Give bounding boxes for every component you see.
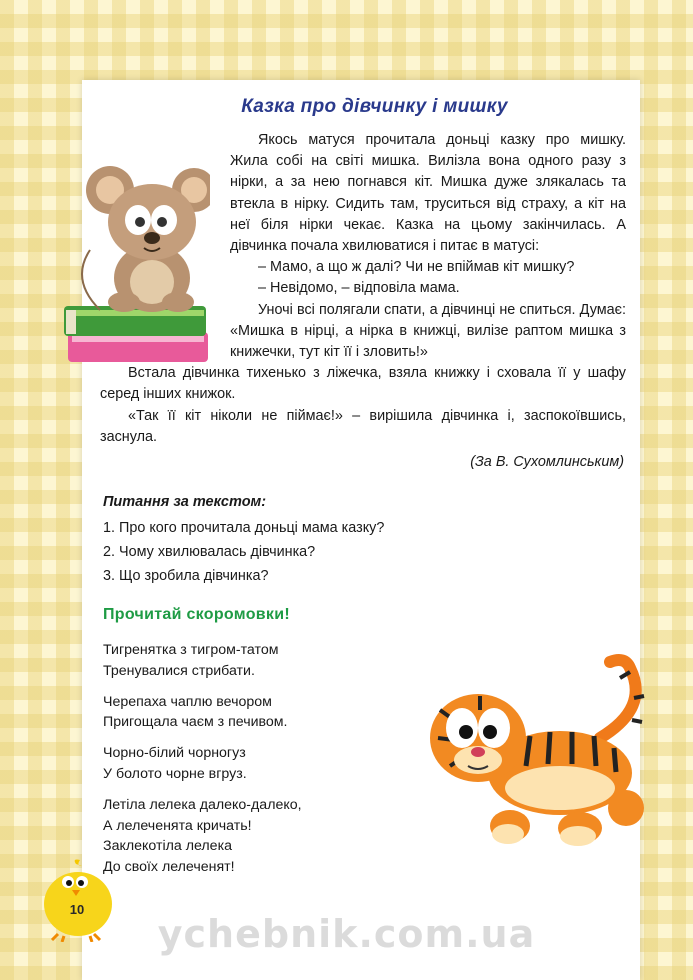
questions-list [103, 516, 384, 588]
verse-line: Пригощала чаєм з печивом. [103, 714, 288, 731]
tongue-twisters-heading: Прочитай скоромовки! [103, 606, 290, 623]
story-source: (За В. Сухомлинським) [470, 454, 624, 471]
verse-line: У болото чорне вгруз. [103, 765, 247, 782]
verse-line: Тренувалися стрибати. [103, 662, 255, 679]
story-paragraph: «Так її кіт ніколи не піймає!» – вирішила дівчинка і, заспокоївшись, заснула. [100, 407, 626, 445]
story-title: Казка про дівчинку і мишку [241, 96, 508, 117]
tongue-twisters [103, 640, 302, 888]
verse [103, 743, 302, 784]
page-number: 10 [69, 902, 85, 917]
verse-line: Черепаха чаплю вечором [103, 693, 272, 710]
story-paragraph: Уночі всі полягали спати, а дівчинці не спиться. Думає: «Мишка в нірці, а нірка в книжці, вилізе раптом мишка з книжечки, тут кіт її і зловить!» [230, 301, 626, 361]
verse-line: Чорно-білий чорногуз [103, 745, 246, 762]
verse-line: До своїх лелеченят! [103, 858, 235, 875]
question-item: 1. Про кого прочитала доньці мама казку? [103, 520, 385, 536]
verse [103, 795, 302, 877]
verse [103, 640, 302, 681]
verse-line: Заклекотіла лелека [103, 838, 232, 855]
question-item: 3. Що зробила дівчинка? [103, 568, 269, 584]
tiger-illustration [420, 648, 660, 858]
dialog-line: – Мамо, а що ж далі? Чи не впіймав кіт мишку? [258, 259, 575, 276]
verse-line: А лелеченята кричать! [103, 817, 252, 834]
story-paragraph: Якось матуся прочитала доньці казку про мишку. Жила собі на світі мишка. Вилізла вона одного разу з нірки, а за нею погнався кіт. Мишка дуже злякалась та втекла в нірку. Сидить там, труситься від страху, а кіт на неї біля нірки чекає. Казка на цьому закінчилась. А дівчинка почала хвилюватися і питає в матусі: [230, 132, 626, 255]
questions-heading: Питання за текстом: [103, 494, 267, 510]
story-text [100, 130, 626, 473]
story-paragraph: Встала дівчинка тихенько з ліжечка, взяла книжку і сховала її у шафу серед інших книжок. [100, 365, 626, 403]
watermark: ychebnik.com.ua [157, 912, 536, 956]
dialog-line: – Невідомо, – відповіла мама. [258, 280, 460, 297]
question-item: 2. Чому хвилювалась дівчинка? [103, 544, 316, 560]
verse-line: Тигренятка з тигром-татом [103, 642, 279, 658]
verse-line: Летіла лелека далеко-далеко, [103, 797, 302, 814]
verse [103, 692, 302, 733]
tiger-icon [430, 660, 644, 846]
